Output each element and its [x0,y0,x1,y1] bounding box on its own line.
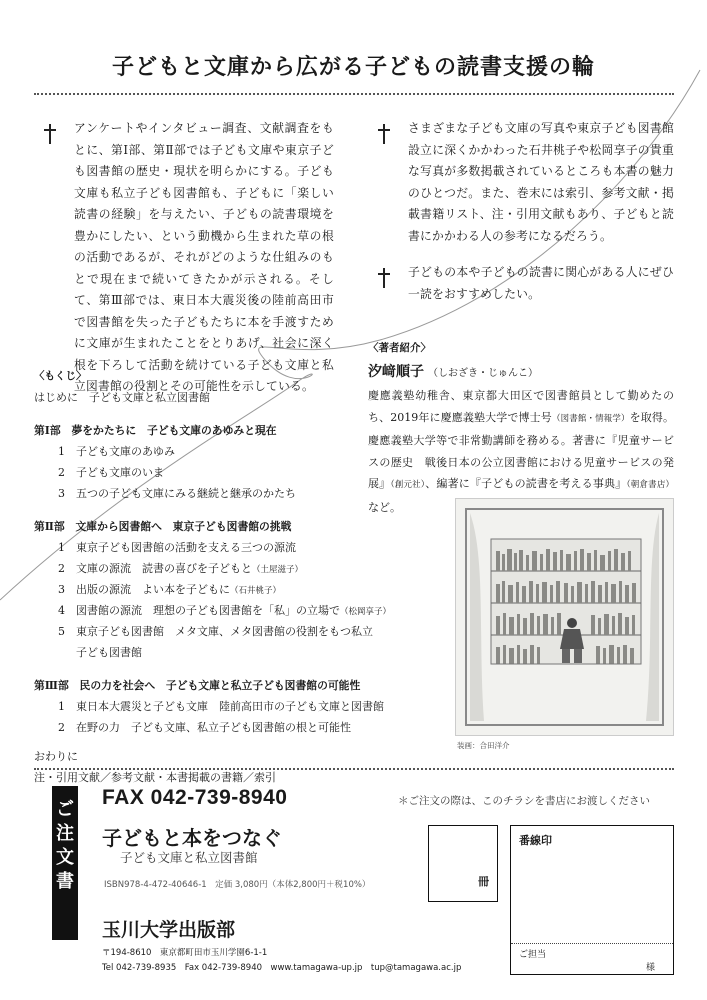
toc-outro: おわりに [34,750,78,763]
toc-part-2: 第Ⅱ部 文庫から図書館へ 東京子ども図書館の挑戦 [34,520,292,533]
stamp-label: 番線印 [519,834,552,847]
toc-intro: はじめに 子ども文庫と私立図書館 [34,391,210,404]
illustration-credit: 装画：合田洋介 [457,741,510,750]
book-subtitle: 子ども文庫と私立図書館 [120,850,258,865]
toc-item: 5 東京子ども図書館 メタ文庫、メタ図書館の役割をもつ私立 [58,625,373,638]
author-name: 汐﨑順子 （しおざき・じゅんこ） [368,364,538,380]
toc-label: 〈もくじ〉 [34,370,87,382]
title-divider [34,93,674,95]
intro-paragraph-right: さまざまな子ども文庫の写真や東京子ども図書館設立に深くかかわった石井桃子や松岡享子の貴重な写真が多数掲載されているところも本書の魅力のひとつだ。また、巻末には索引、参考文献・掲載書籍リスト、注・引用文献もあり、子どもと読書にかかわる人の参考になるだろう。 [408,121,674,243]
order-form-tab [52,786,78,940]
publisher-address: 〒194-8610 東京都町田市玉川学園6-1-1 [102,948,268,958]
stamp-divider [511,943,673,944]
toc-item: 1 東京子ども図書館の活動を支える三つの源流 [58,541,296,554]
order-divider [34,768,674,770]
author-bio: 慶應義塾幼稚舎、東京都大田区で図書館員として勤めたのち、2019年に慶應義塾大学で博士号（図書館・情報学）を取得。慶應義塾大学等で非常勤講師を務める。著書に『児童サービスの歴史 戦後日本の公立図書館における児童サービスの発展』（創元社）、編著に『子どもの読書を考える事典』（朝倉書店）など。 [368,389,674,514]
order-form-label: ご 注 文 書 [56,799,74,892]
quantity-field[interactable] [428,825,498,902]
publisher-name: 玉川大学出版部 [102,919,236,941]
order-note: ＊ご注文の際は、このチラシを書店にお渡しください [398,795,650,807]
quantity-unit: 冊 [478,875,489,888]
intro-paragraph-left: アンケートやインタビュー調査、文献調査をもとに、第Ⅰ部、第Ⅱ部では子ども文庫や東京子ども図書館の歴史・現状を明らかにする。子ども文庫も私立子ども図書館も、子どもに「楽しい読書の経験」を与えたい、子どもの読書環境を豊かにしたい、という動機から生まれた草の根の活動であるが、それがどのような仕組みのもとで現在まで続いてきたかが示される。そして、第Ⅲ部では、東日本大震災後の陸前高田市で図書館を失った子どもたちに本を手渡すために文庫が生まれたことをとりあげ、社会に深く根を下ろして活動を続けている子ども文庫と私立図書館の役割とその可能性を示している。 [74,121,334,393]
recommendation-paragraph: 子どもの本や子どもの読書に関心がある人にぜひ一読をおすすめしたい。 [408,265,674,301]
author-section-label: 〈著者紹介〉 [368,342,431,354]
toc-part-3: 第Ⅲ部 民の力を社会へ 子ども文庫と私立子ども図書館の可能性 [34,679,361,692]
author-profile [368,340,674,518]
toc-item: 2 在野の力 子ども文庫、私立子ども図書館の根と可能性 [58,721,351,734]
toc-item: 4 図書館の源流 理想の子ども図書館を「私」の立場で（松岡享子） [58,604,392,617]
publisher-contact: Tel 042-739-8935 Fax 042-739-8940 www.tamagawa-up.jp tup@tamagawa.ac.jp [102,963,462,973]
toc-item: 1 東日本大震災と子ども文庫 陸前高田市の子ども文庫と図書館 [58,700,384,713]
toc-item: 2 子ども文庫のいま [58,466,164,479]
bookstore-stamp-field[interactable] [510,825,674,975]
bookshelf-illustration [455,498,674,736]
toc-part-1: 第Ⅰ部 夢をかたちに 子ども文庫のあゆみと現在 [34,424,277,437]
toc-item: 3 出版の源流 よい本を子どもに（石井桃子） [58,583,282,596]
toc-item: 3 五つの子ども文庫にみる継続と継承のかたち [58,487,296,500]
staff-label: ご担当 [519,950,547,960]
table-of-contents [34,366,392,788]
staff-honorific: 様 [645,963,655,973]
fax-number: FAX 042-739-8940 [102,786,288,809]
toc-item: 1 子ども文庫のあゆみ [58,445,175,458]
isbn-price: ISBN978-4-472-40646-1 定価 3,080円（本体2,800円＋税10%） [104,880,371,890]
toc-item: 2 文庫の源流 読書の喜びを子どもと（土屋滋子） [58,562,304,575]
book-title: 子どもと本をつなぐ [102,826,282,850]
toc-item-continuation: 子ども図書館 [76,646,142,659]
page-title: 子どもと文庫から広がる子どもの読書支援の輪 [111,54,595,80]
toc-back-matter: 注・引用文献／参考文献・本書掲載の書籍／索引 [34,771,276,784]
